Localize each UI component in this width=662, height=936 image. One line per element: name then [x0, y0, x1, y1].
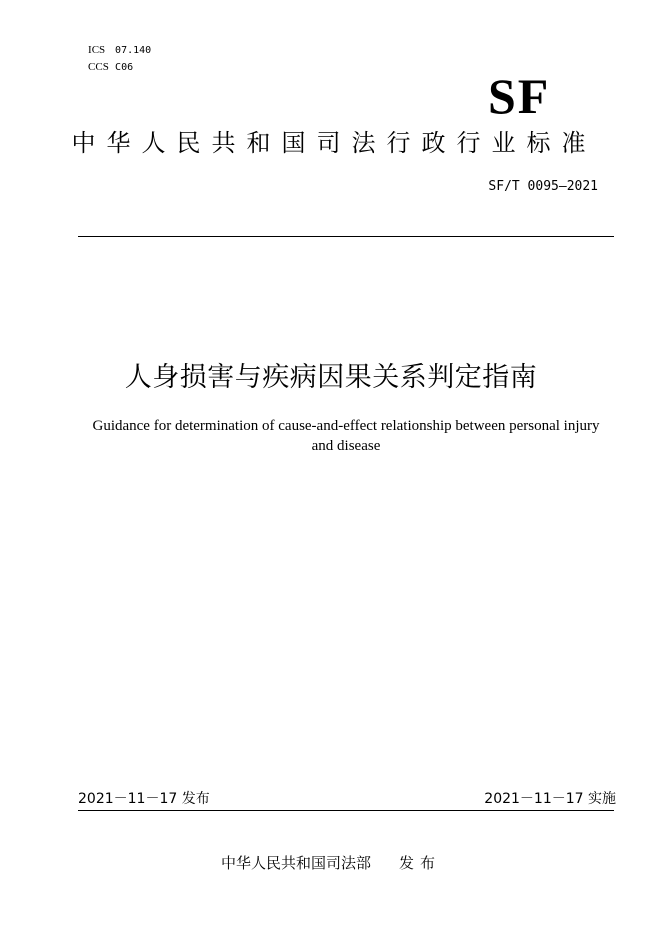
ics-label: ICS — [88, 44, 106, 56]
ccs-label: CCS — [88, 61, 109, 73]
header-divider — [78, 236, 614, 237]
document-title-en: Guidance for determination of cause-and-effect relationship between personal injury and disease — [92, 418, 600, 454]
standard-number: SF/T 0095—2021 — [488, 179, 598, 194]
issuer-action: 发布 — [399, 854, 442, 872]
issuer-name: 中华人民共和国司法部 — [220, 854, 371, 872]
document-title-cn: 人身损害与疾病因果关系判定指南 — [124, 362, 538, 393]
ics-value: 07.140 — [115, 45, 152, 56]
issue-date: 2021－11－17 发布 — [78, 791, 210, 807]
issuer-line — [0, 853, 662, 873]
ccs-line — [76, 50, 133, 73]
implement-date: 2021－11－17 实施 — [484, 791, 616, 807]
sf-logo: SF — [488, 68, 551, 124]
footer-divider — [78, 810, 614, 811]
ccs-value: C06 — [115, 62, 134, 73]
standard-type: 中华人民共和国司法行政行业标准 — [71, 129, 597, 157]
